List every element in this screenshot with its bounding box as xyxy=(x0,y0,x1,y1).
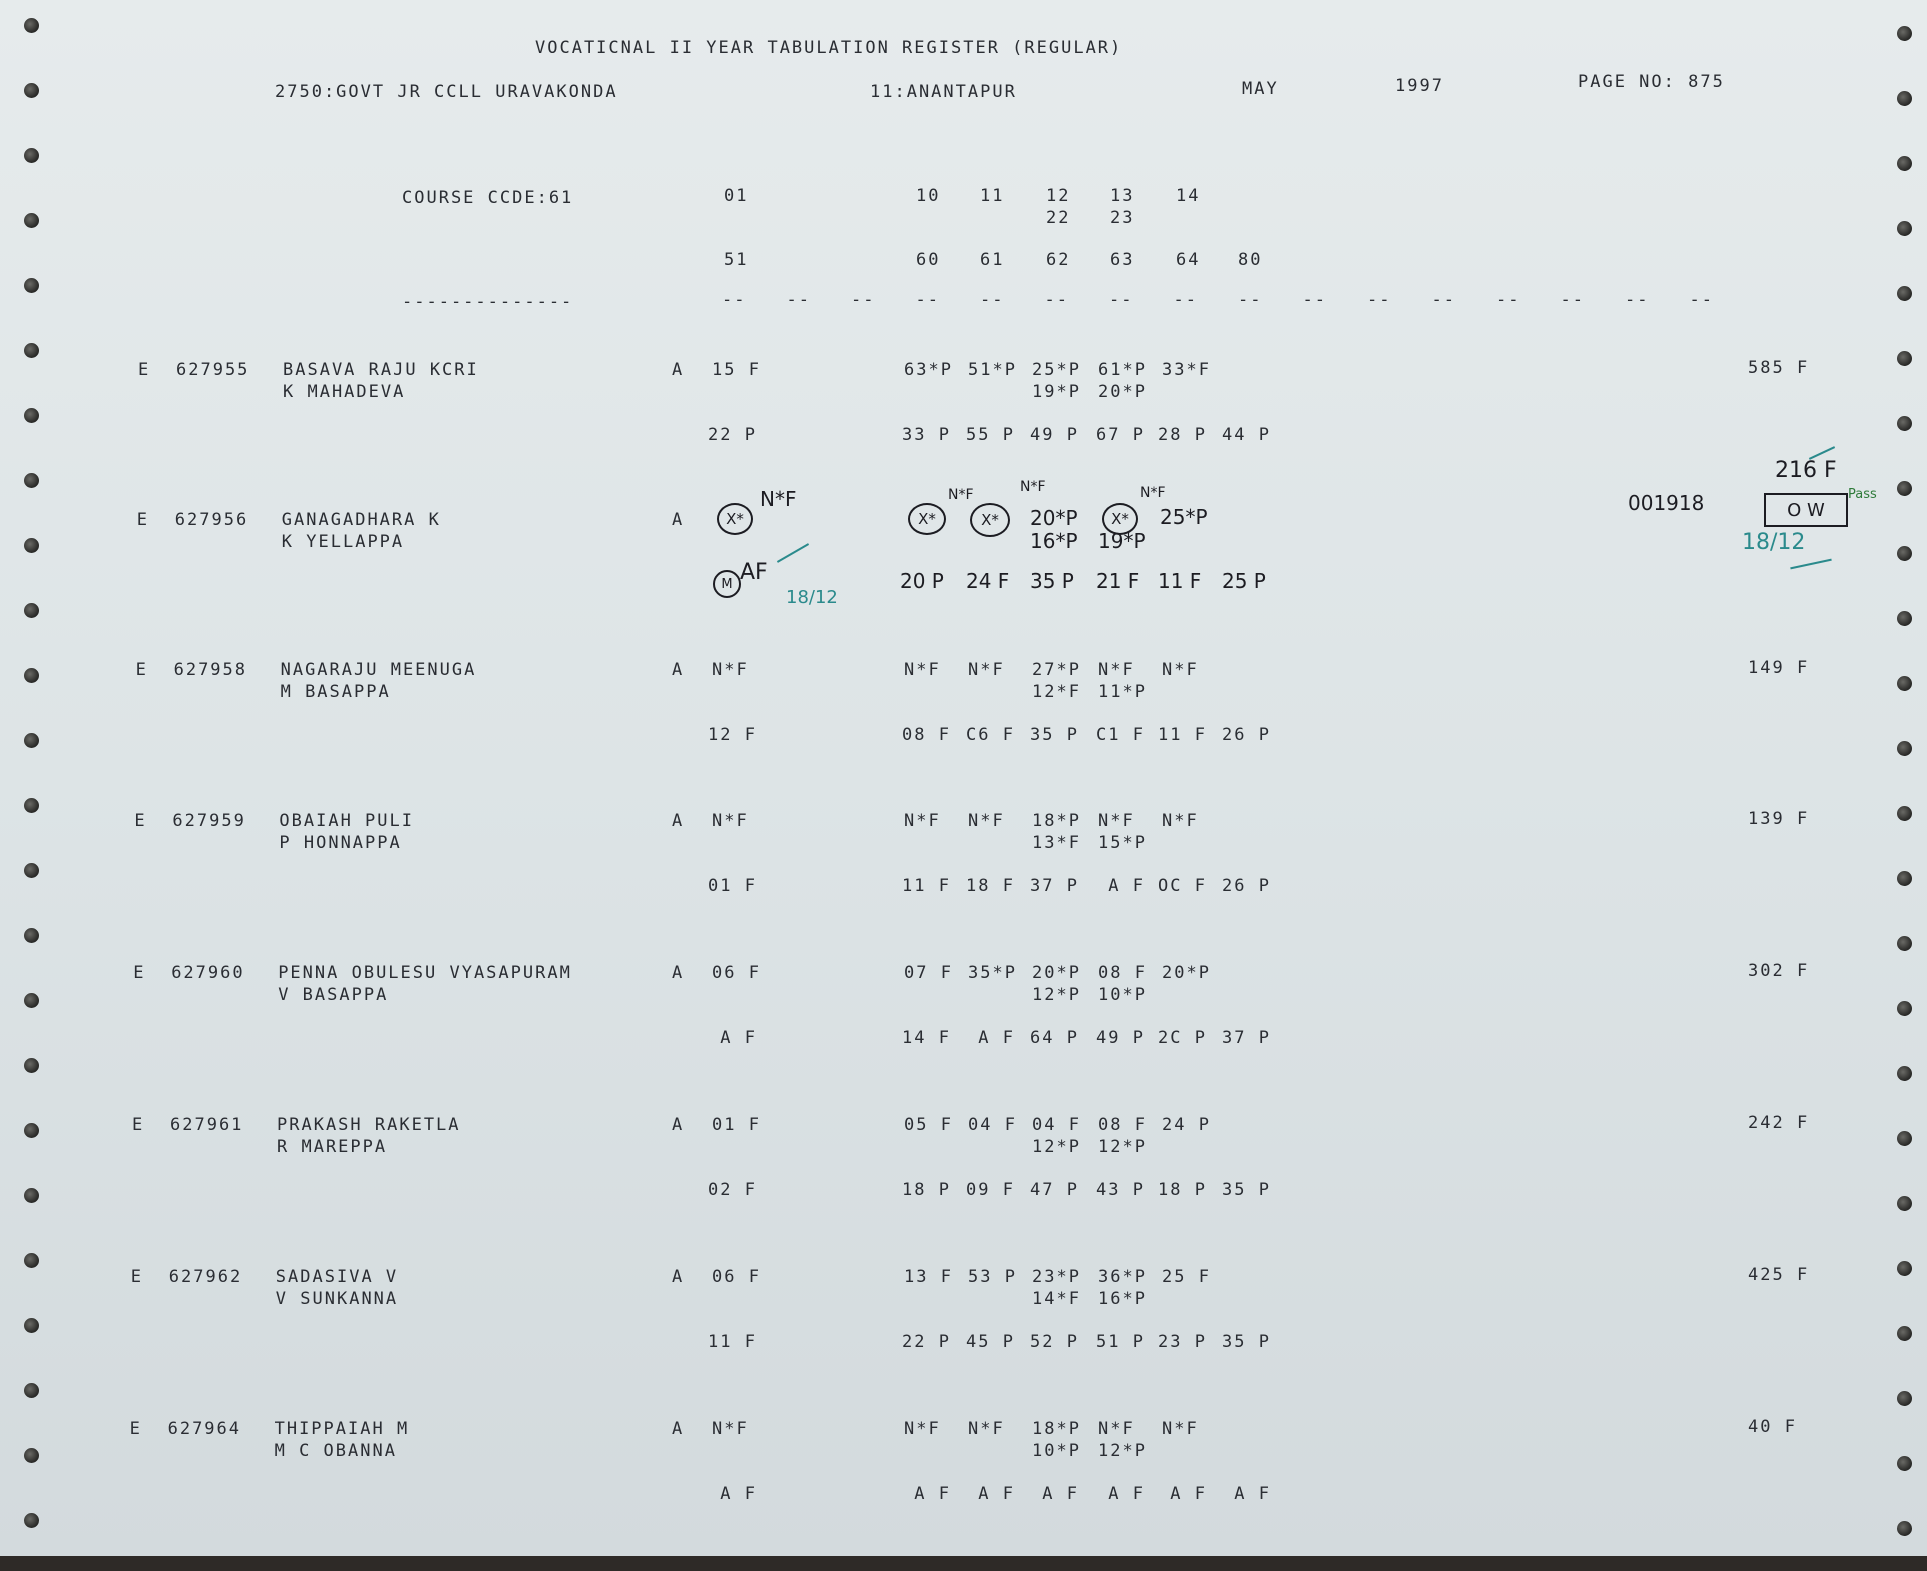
struck-mark-circle: X* xyxy=(717,503,753,535)
perforation-hole xyxy=(1897,1456,1912,1471)
code-divider: -- xyxy=(1238,290,1263,310)
perforation-hole xyxy=(24,1513,39,1528)
student-name: PENNA OBULESU VYASAPURAM xyxy=(278,963,572,983)
struck-mark-circle: M xyxy=(713,570,741,598)
record-type: E xyxy=(134,811,147,831)
second-year-language-mark: A F xyxy=(708,1028,757,1048)
second-year-mark: OC F xyxy=(1158,876,1207,896)
grand-total: 40 F xyxy=(1748,1417,1797,1437)
first-year-mark: N*F xyxy=(1162,660,1199,680)
first-year-mark: N*F xyxy=(1098,1419,1135,1439)
first-year-mark: N*F xyxy=(904,1419,941,1439)
code-divider: -- xyxy=(1625,290,1650,310)
handwritten-mark: 20*P xyxy=(1030,506,1078,530)
student-name: PRAKASH RAKETLA xyxy=(277,1115,461,1135)
second-year-language-mark: 11 F xyxy=(708,1332,757,1352)
code-divider: -- xyxy=(1044,290,1069,310)
first-year-mark: 63*P xyxy=(904,360,953,380)
second-year-mark: 09 F xyxy=(966,1180,1015,1200)
first-year-mark: N*F xyxy=(904,660,941,680)
student-name: OBAIAH PULI xyxy=(279,811,414,831)
perforation-hole xyxy=(24,928,39,943)
attendance-code: A xyxy=(672,660,685,680)
second-year-mark: 35 P xyxy=(1222,1180,1271,1200)
course-code: COURSE CCDE:61 xyxy=(402,188,574,208)
code-divider: -- xyxy=(1496,290,1521,310)
code-divider: -- xyxy=(722,290,747,310)
second-year-mark: 44 P xyxy=(1222,425,1271,445)
tick-mark xyxy=(777,543,809,563)
attendance-code: A xyxy=(672,510,685,530)
first-year-language-mark: N*F xyxy=(712,1419,749,1439)
record-type: E xyxy=(129,1419,142,1439)
father-name: V BASAPPA xyxy=(278,985,389,1005)
first-year-mark: 18*P xyxy=(1032,1419,1081,1439)
second-year-mark: 22 P xyxy=(902,1332,951,1352)
first-year-mark: 20*P xyxy=(1032,963,1081,983)
handwritten-mark: 25 P xyxy=(1222,569,1266,593)
first-year-mark: 10*P xyxy=(1098,985,1147,1005)
handwritten-note: N*F xyxy=(760,487,797,511)
subject-code: 14 xyxy=(1176,186,1201,206)
perforation-hole xyxy=(1897,1196,1912,1211)
second-year-language-mark: 12 F xyxy=(708,725,757,745)
perforation-hole xyxy=(1897,1326,1912,1341)
code-divider: -- xyxy=(1689,290,1714,310)
attendance-code: A xyxy=(672,1267,685,1287)
second-year-mark: A F xyxy=(902,1484,951,1504)
first-year-mark: 18*P xyxy=(1032,811,1081,831)
first-year-mark: 25*P xyxy=(1032,360,1081,380)
grand-total: 425 F xyxy=(1748,1265,1810,1285)
first-year-mark: 24 P xyxy=(1162,1115,1211,1135)
father-name: M C OBANNA xyxy=(274,1441,397,1461)
handwritten-note: AF xyxy=(740,560,768,585)
handwritten-mark: 16*P xyxy=(1030,529,1078,553)
handwritten-note: Pass xyxy=(1848,487,1877,502)
second-year-mark: 18 P xyxy=(902,1180,951,1200)
first-year-mark: 15*P xyxy=(1098,833,1147,853)
perforation-hole xyxy=(1897,1521,1912,1536)
second-year-mark: A F xyxy=(1096,1484,1145,1504)
second-year-mark: A F xyxy=(1096,876,1145,896)
record-type: E xyxy=(132,1115,145,1135)
first-year-mark: 35*P xyxy=(968,963,1017,983)
subject-code: 11 xyxy=(980,186,1005,206)
first-year-language-mark: 15 F xyxy=(712,360,761,380)
first-year-mark: 07 F xyxy=(904,963,953,983)
second-year-mark: 11 F xyxy=(1158,725,1207,745)
district-name: 11:ANANTAPUR xyxy=(870,82,1017,102)
perforation-hole xyxy=(1897,286,1912,301)
perforation-hole xyxy=(24,1448,39,1463)
subject-code: 22 xyxy=(1046,208,1071,228)
page-number: PAGE NO: 875 xyxy=(1578,72,1725,92)
second-year-mark: A F xyxy=(966,1484,1015,1504)
second-year-mark: 49 P xyxy=(1030,425,1079,445)
second-year-mark: 28 P xyxy=(1158,425,1207,445)
father-name: V SUNKANNA xyxy=(275,1289,399,1309)
course-divider: -------------- xyxy=(402,292,574,312)
perforation-hole xyxy=(1897,351,1912,366)
second-year-mark: 35 P xyxy=(1030,725,1079,745)
second-year-mark: A F xyxy=(1030,1484,1079,1504)
second-year-mark: 64 P xyxy=(1030,1028,1079,1048)
code-divider: -- xyxy=(980,290,1005,310)
first-year-mark: 20*P xyxy=(1162,963,1211,983)
perforation-hole xyxy=(24,603,39,618)
first-year-mark: 05 F xyxy=(904,1115,953,1135)
second-year-mark: 51 P xyxy=(1096,1332,1145,1352)
first-year-mark: 12*F xyxy=(1032,682,1081,702)
subject-code: 51 xyxy=(724,250,749,270)
first-year-mark: 08 F xyxy=(1098,1115,1147,1135)
subject-code: 61 xyxy=(980,250,1005,270)
record-type: E xyxy=(135,660,148,680)
code-divider: -- xyxy=(1173,290,1198,310)
roll-number: 627964 xyxy=(167,1419,242,1439)
subject-code: 63 xyxy=(1110,250,1135,270)
subject-code: 13 xyxy=(1110,186,1135,206)
first-year-mark: N*F xyxy=(1098,660,1135,680)
perforation-hole xyxy=(24,148,39,163)
second-year-mark: 33 P xyxy=(902,425,951,445)
handwritten-date: 18/12 xyxy=(1742,530,1806,555)
roll-number: 627962 xyxy=(168,1267,243,1287)
second-year-mark: C1 F xyxy=(1096,725,1145,745)
first-year-mark: 12*P xyxy=(1098,1137,1147,1157)
perforation-hole xyxy=(1897,1261,1912,1276)
handwritten-mark: 35 P xyxy=(1030,569,1074,593)
grand-total: 139 F xyxy=(1748,809,1810,829)
second-year-mark: 52 P xyxy=(1030,1332,1079,1352)
second-year-mark: 23 P xyxy=(1158,1332,1207,1352)
second-year-mark: 49 P xyxy=(1096,1028,1145,1048)
perforation-hole xyxy=(24,1318,39,1333)
student-name: SADASIVA V xyxy=(275,1267,399,1287)
record-type: E xyxy=(130,1267,144,1287)
second-year-mark: 26 P xyxy=(1222,876,1271,896)
attendance-code: A xyxy=(672,963,685,983)
subject-code: 64 xyxy=(1176,250,1201,270)
first-year-mark: N*F xyxy=(1098,811,1135,831)
first-year-mark: 36*P xyxy=(1098,1267,1147,1287)
perforation-hole xyxy=(24,668,39,683)
perforation-hole xyxy=(24,343,39,358)
second-year-mark: 14 F xyxy=(902,1028,951,1048)
father-name: P HONNAPPA xyxy=(279,833,402,853)
handwritten-note: N*F xyxy=(1020,479,1046,495)
record-type: E xyxy=(136,510,150,530)
first-year-mark: 14*F xyxy=(1032,1289,1081,1309)
grand-total: 585 F xyxy=(1748,358,1810,378)
perforation-hole xyxy=(1897,741,1912,756)
college-name: 2750:GOVT JR CCLL URAVAKONDA xyxy=(275,82,618,102)
code-divider: -- xyxy=(1109,290,1134,310)
roll-number: 627960 xyxy=(171,963,245,983)
subject-code: 01 xyxy=(724,186,749,206)
second-year-mark: 55 P xyxy=(966,425,1015,445)
code-divider: -- xyxy=(851,290,876,310)
handwritten-date: 18/12 xyxy=(786,587,838,608)
student-name: THIPPAIAH M xyxy=(274,1419,410,1439)
roll-number: 627961 xyxy=(170,1115,244,1135)
handwritten-mark: 25*P xyxy=(1160,505,1208,529)
perforation-hole xyxy=(1897,611,1912,626)
handwritten-box: O W xyxy=(1764,493,1848,527)
first-year-mark: 13 F xyxy=(904,1267,953,1287)
subject-code: 60 xyxy=(916,250,941,270)
first-year-mark: 16*P xyxy=(1098,1289,1147,1309)
first-year-mark: N*F xyxy=(1162,1419,1199,1439)
first-year-mark: 12*P xyxy=(1032,1137,1081,1157)
perforation-hole xyxy=(24,993,39,1008)
first-year-mark: 61*P xyxy=(1098,360,1147,380)
code-divider: -- xyxy=(915,290,940,310)
second-year-language-mark: 01 F xyxy=(708,876,757,896)
first-year-mark: 08 F xyxy=(1098,963,1147,983)
perforation-hole xyxy=(24,278,39,293)
perforation-hole xyxy=(1897,91,1912,106)
first-year-mark: N*F xyxy=(968,811,1005,831)
first-year-mark: N*F xyxy=(968,660,1005,680)
grand-total: 149 F xyxy=(1748,658,1810,678)
struck-mark-circle: X* xyxy=(970,503,1010,537)
attendance-code: A xyxy=(672,1115,685,1135)
handwritten-mark: 19*P xyxy=(1098,529,1146,553)
handwritten-mark: 11 F xyxy=(1158,569,1202,593)
second-year-mark: 08 F xyxy=(902,725,951,745)
handwritten-mark: 24 F xyxy=(966,569,1010,593)
second-year-mark: 2C P xyxy=(1158,1028,1207,1048)
second-year-mark: A F xyxy=(1158,1484,1207,1504)
code-divider: -- xyxy=(1302,290,1327,310)
perforation-hole xyxy=(1897,676,1912,691)
attendance-code: A xyxy=(672,1419,685,1439)
first-year-mark: 33*F xyxy=(1162,360,1211,380)
perforation-hole xyxy=(24,1253,39,1268)
perforation-hole xyxy=(1897,1066,1912,1081)
father-name: K MAHADEVA xyxy=(283,382,406,402)
subject-code: 62 xyxy=(1046,250,1071,270)
second-year-mark: 35 P xyxy=(1222,1332,1271,1352)
perforation-hole xyxy=(24,83,39,98)
handwritten-mark: 21 F xyxy=(1096,569,1140,593)
handwritten-total: 216 F xyxy=(1775,458,1837,483)
exam-month: MAY xyxy=(1242,79,1279,99)
perforation-hole xyxy=(24,1123,39,1138)
first-year-mark: 13*F xyxy=(1032,833,1081,853)
code-divider: -- xyxy=(786,290,811,310)
record-type: E xyxy=(138,360,151,380)
perforation-hole xyxy=(1897,416,1912,431)
first-year-mark: 25 F xyxy=(1162,1267,1211,1287)
subject-code: 23 xyxy=(1110,208,1135,228)
struck-mark-circle: X* xyxy=(1102,503,1138,535)
father-name: K YELLAPPA xyxy=(281,532,405,552)
first-year-mark: 53 P xyxy=(968,1267,1017,1287)
first-year-mark: 12*P xyxy=(1032,985,1081,1005)
father-name: R MAREPPA xyxy=(277,1137,388,1157)
second-year-mark: 43 P xyxy=(1096,1180,1145,1200)
perforation-hole xyxy=(24,798,39,813)
perforation-hole xyxy=(24,408,39,423)
second-year-language-mark: A F xyxy=(708,1484,757,1504)
subject-code: 10 xyxy=(916,186,941,206)
second-year-mark: 18 F xyxy=(966,876,1015,896)
exam-year: 1997 xyxy=(1395,76,1444,96)
perforation-hole xyxy=(24,1058,39,1073)
perforation-hole xyxy=(1897,481,1912,496)
first-year-mark: 51*P xyxy=(968,360,1017,380)
record-type: E xyxy=(133,963,146,983)
first-year-language-mark: 01 F xyxy=(712,1115,761,1135)
second-year-mark: 26 P xyxy=(1222,725,1271,745)
perforation-hole xyxy=(1897,26,1912,41)
first-year-mark: 04 F xyxy=(1032,1115,1081,1135)
subject-code: 80 xyxy=(1238,250,1263,270)
first-year-mark: 23*P xyxy=(1032,1267,1081,1287)
perforation-hole xyxy=(1897,1001,1912,1016)
handwritten-mark: 20 P xyxy=(900,569,944,593)
struck-mark-circle: X* xyxy=(908,503,946,535)
first-year-mark: N*F xyxy=(904,811,941,831)
attendance-code: A xyxy=(672,360,685,380)
first-year-language-mark: 06 F xyxy=(712,963,761,983)
first-year-mark: 04 F xyxy=(968,1115,1017,1135)
subject-code: 12 xyxy=(1046,186,1071,206)
student-name: GANAGADHARA K xyxy=(281,510,441,530)
first-year-mark: 10*P xyxy=(1032,1441,1081,1461)
second-year-mark: 47 P xyxy=(1030,1180,1079,1200)
perforation-hole xyxy=(24,1383,39,1398)
perforation-hole xyxy=(1897,1391,1912,1406)
first-year-language-mark: 06 F xyxy=(712,1267,761,1287)
perforation-hole xyxy=(1897,806,1912,821)
perforation-hole xyxy=(1897,871,1912,886)
perforation-hole xyxy=(24,1188,39,1203)
second-year-mark: C6 F xyxy=(966,725,1015,745)
perforation-hole xyxy=(24,863,39,878)
code-divider: -- xyxy=(1431,290,1456,310)
code-divider: -- xyxy=(1560,290,1585,310)
father-name: M BASAPPA xyxy=(280,682,391,702)
tick-mark xyxy=(1790,559,1831,570)
student-name: BASAVA RAJU KCRI xyxy=(283,360,479,380)
first-year-language-mark: N*F xyxy=(712,660,749,680)
second-year-mark: 45 P xyxy=(966,1332,1015,1352)
second-year-language-mark: 22 P xyxy=(708,425,757,445)
perforation-hole xyxy=(24,733,39,748)
first-year-mark: N*F xyxy=(1162,811,1199,831)
perforation-hole xyxy=(24,473,39,488)
grand-total: 242 F xyxy=(1748,1113,1810,1133)
perforation-hole xyxy=(1897,936,1912,951)
first-year-mark: 11*P xyxy=(1098,682,1147,702)
second-year-mark: 18 P xyxy=(1158,1180,1207,1200)
roll-number: 627959 xyxy=(172,811,246,831)
second-year-mark: 11 F xyxy=(902,876,951,896)
first-year-mark: N*F xyxy=(968,1419,1005,1439)
code-divider: -- xyxy=(1367,290,1392,310)
second-year-mark: 37 P xyxy=(1222,1028,1271,1048)
first-year-mark: 12*P xyxy=(1098,1441,1147,1461)
second-year-mark: A F xyxy=(966,1028,1015,1048)
first-year-mark: 20*P xyxy=(1098,382,1147,402)
perforation-hole xyxy=(24,18,39,33)
register-title: VOCATICNAL II YEAR TABULATION REGISTER (REGULAR) xyxy=(535,38,1123,58)
handwritten-number: 001918 xyxy=(1628,491,1705,515)
student-name: NAGARAJU MEENUGA xyxy=(280,660,477,680)
second-year-mark: 37 P xyxy=(1030,876,1079,896)
perforation-hole xyxy=(1897,1131,1912,1146)
attendance-code: A xyxy=(672,811,685,831)
grand-total: 302 F xyxy=(1748,961,1810,981)
roll-number: 627958 xyxy=(173,660,248,680)
perforation-hole xyxy=(1897,221,1912,236)
perforation-hole xyxy=(24,538,39,553)
perforation-hole xyxy=(1897,546,1912,561)
handwritten-note: N*F xyxy=(948,487,974,503)
second-year-mark: A F xyxy=(1222,1484,1271,1504)
perforation-hole xyxy=(24,213,39,228)
second-year-language-mark: 02 F xyxy=(708,1180,757,1200)
first-year-mark: 27*P xyxy=(1032,660,1081,680)
roll-number: 627955 xyxy=(176,360,250,380)
handwritten-note: N*F xyxy=(1140,485,1166,501)
first-year-mark: 19*P xyxy=(1032,382,1081,402)
roll-number: 627956 xyxy=(174,510,249,530)
first-year-language-mark: N*F xyxy=(712,811,749,831)
perforation-hole xyxy=(1897,156,1912,171)
second-year-mark: 67 P xyxy=(1096,425,1145,445)
